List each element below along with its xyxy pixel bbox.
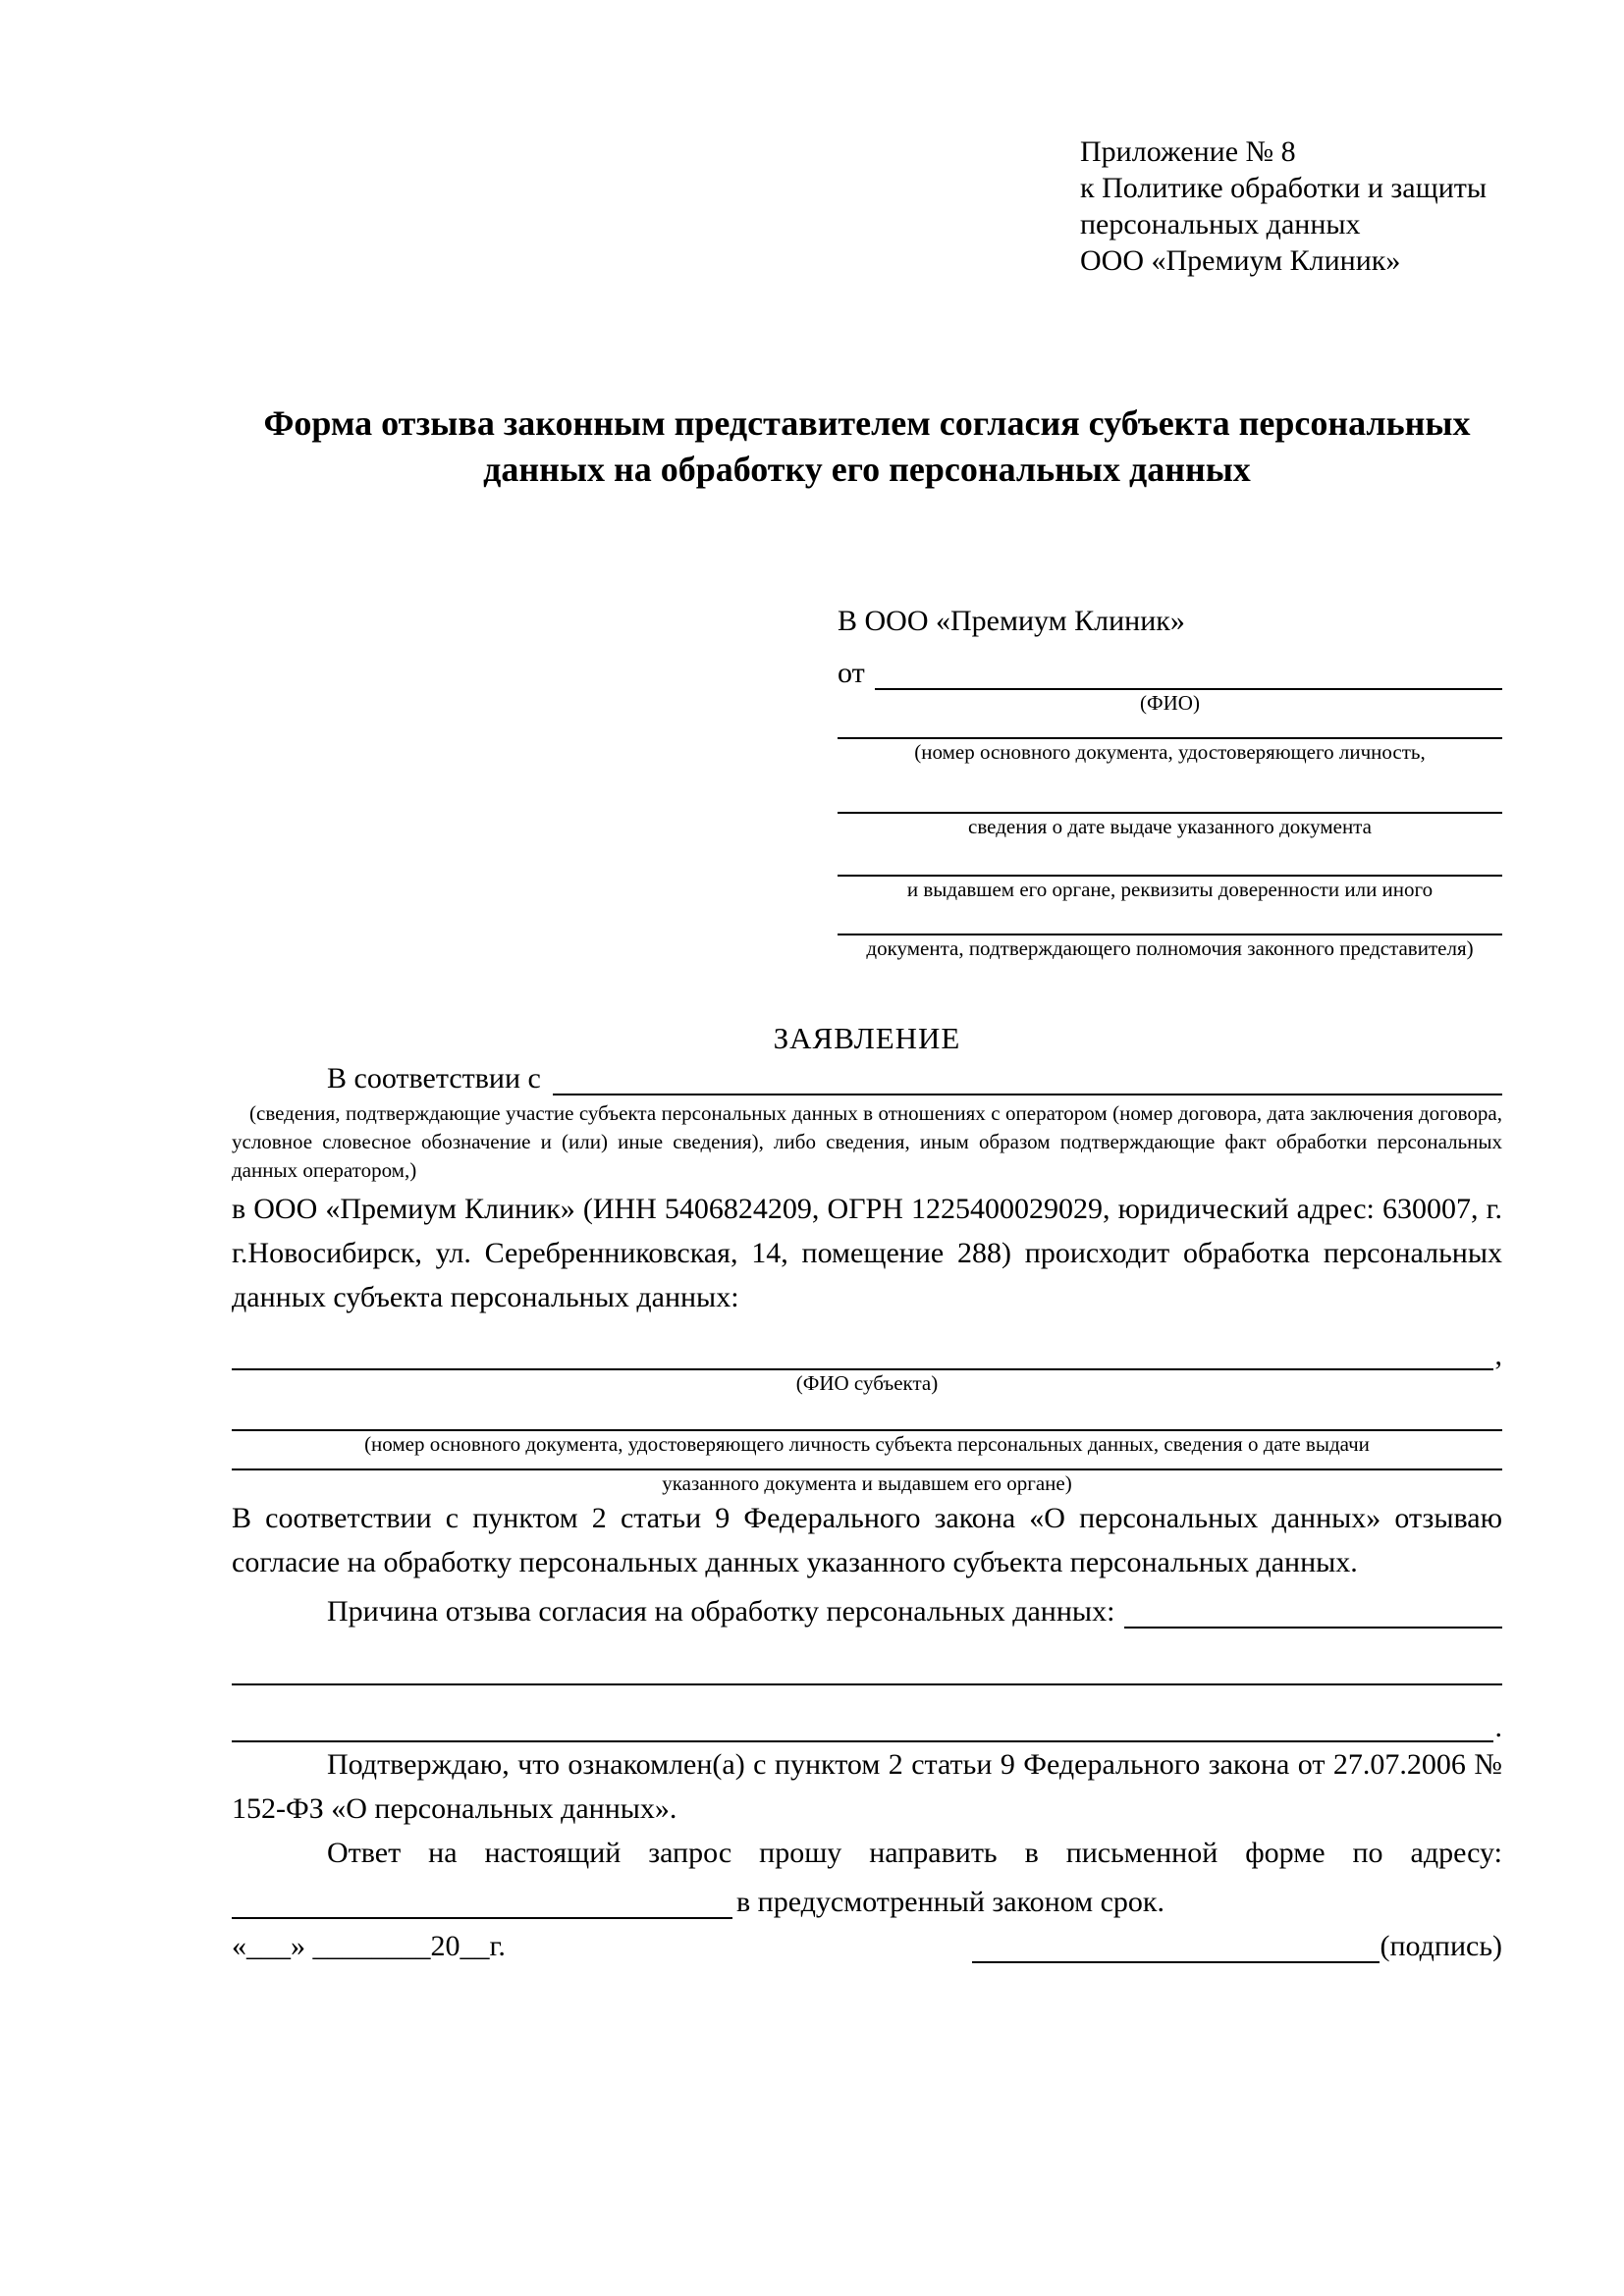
appendix-policy-line1: к Политике обработки и защиты (1080, 172, 1488, 204)
reply-address-field-line (232, 1877, 732, 1919)
reason-period: . (1494, 1711, 1502, 1743)
basis-caption: (сведения, подтверждающие участие субъекта персональных данных в отношениях с оператором (номер договора, дата заключения договора, условное словесное обозначение и (или) иные сведения), либо сведения, иным образом подтверждающие факт обработки персональных данных оператором,) (232, 1101, 1502, 1182)
reply-suffix: в предусмотренный законом срок. (736, 1886, 1164, 1918)
subject-fio-caption: (ФИО субъекта) (795, 1371, 939, 1395)
date-line: «___» ________20__г. (232, 1930, 506, 1962)
appendix-header (1080, 133, 1551, 279)
from-label: от (838, 657, 865, 689)
subject-fio-field-line (232, 1337, 1493, 1370)
representative-doc-caption-1: (номер основного документа, удостоверяющего личность, (914, 740, 1426, 764)
addressee-to: В ООО «Премиум Клиник» (838, 605, 1185, 637)
subject-fio-row (232, 1337, 1502, 1370)
representative-fio-field-line (875, 657, 1502, 690)
appendix-company: ООО «Премиум Клиник» (1080, 244, 1401, 277)
statement-body (232, 1058, 1502, 1919)
reason-field-line-2 (232, 1683, 1502, 1685)
reason-field-line-3 (232, 1713, 1493, 1742)
basis-field-line (553, 1062, 1502, 1095)
addressee-from-row (838, 655, 1502, 690)
subject-doc-caption-2: указанного документа и выдавшем его органе) (662, 1471, 1072, 1495)
reply-prefix-paragraph: Ответ на настоящий запрос прошу направить в письменной форме по адресу: (327, 1837, 1502, 1869)
basis-row (232, 1058, 1502, 1095)
reason-field-line-start (1124, 1595, 1502, 1629)
statement-heading: ЗАЯВЛЕНИЕ (773, 1021, 961, 1055)
acknowledge-paragraph: Подтверждаю, что ознакомлен(а) с пунктом 2 статьи 9 Федерального закона от 27.07.2006 № 152-ФЗ «О персональных данных». (232, 1748, 1502, 1825)
signature-caption: (подпись) (1380, 1930, 1502, 1962)
document-title: Форма отзыва законным представителем согласия субъекта персональных данных на обработку его персональных данных (263, 403, 1471, 489)
reason-row (232, 1584, 1502, 1629)
reply-address-row (232, 1875, 1502, 1919)
fio-caption: (ФИО) (1140, 691, 1200, 715)
operator-paragraph: в ООО «Премиум Клиник» (ИНН 5406824209, ОГРН 1225400029029, юридический адрес: 630007, г. г.Новосибирск, ул. Серебренниковская, 14, помещение 288) происходит обработка персональных данных субъекта персональных данных: (232, 1193, 1502, 1313)
representative-doc-caption-4: документа, подтверждающего полномочия законного представителя) (866, 936, 1474, 960)
representative-doc-caption-3: и выдавшем его органе, реквизиты доверенности или иного (906, 878, 1434, 901)
basis-prefix: В соответствии с (327, 1062, 541, 1095)
representative-doc-caption-2: сведения о дате выдаче указанного документа (968, 815, 1372, 838)
footer-row (232, 1926, 1502, 1963)
withdrawal-paragraph: В соответствии с пунктом 2 статьи 9 Федерального закона «О персональных данных» отзываю согласие на обработку персональных данных указанного субъекта персональных данных. (232, 1502, 1502, 1578)
reason-prefix: Причина отзыва согласия на обработку персональных данных: (327, 1595, 1115, 1628)
addressee-block (838, 604, 1502, 961)
appendix-number: Приложение № 8 (1080, 135, 1296, 168)
subject-doc-caption-1: (номер основного документа, удостоверяющего личность субъекта персональных данных, сведения о дате выдачи (364, 1432, 1370, 1456)
appendix-policy-line2: персональных данных (1080, 208, 1361, 240)
subject-comma: , (1494, 1339, 1502, 1371)
signature-group (972, 1926, 1502, 1963)
signature-field-line (972, 1926, 1380, 1963)
reason-end-row (232, 1713, 1502, 1742)
